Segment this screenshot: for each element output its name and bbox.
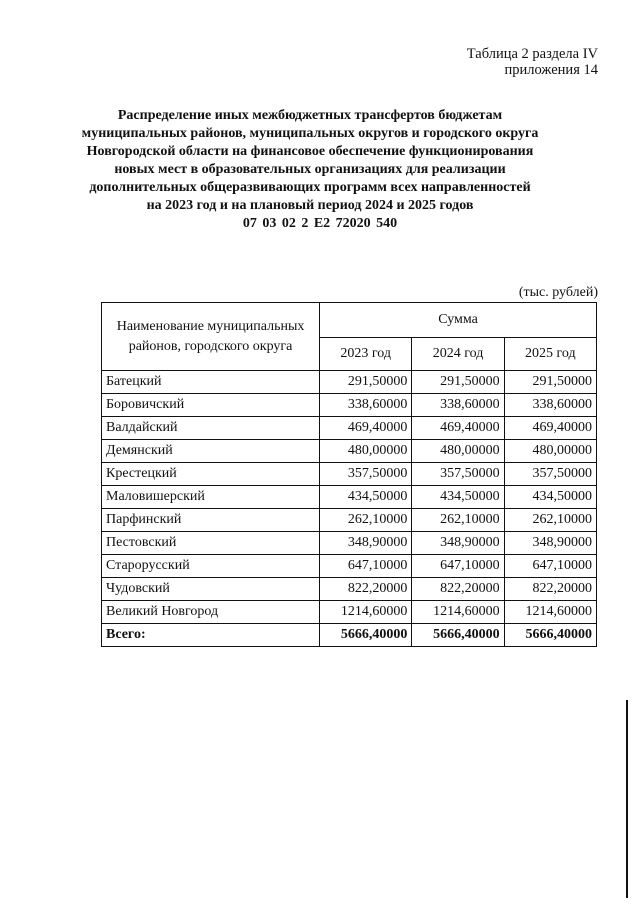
table-row [102, 394, 597, 417]
district-name: Парфинский [102, 509, 320, 532]
amount-cell: 348,90000 [412, 532, 504, 555]
amount-cell: 357,50000 [320, 463, 412, 486]
title-line: Распределение иных межбюджетных трансфертов бюджетам [117, 108, 503, 123]
table-row [102, 463, 597, 486]
amount-cell: 434,50000 [320, 486, 412, 509]
amount-cell: 469,40000 [504, 417, 596, 440]
total-row [102, 624, 597, 647]
amount-cell: 647,10000 [412, 555, 504, 578]
table-row [102, 601, 597, 624]
district-name: Демянский [102, 440, 320, 463]
district-name: Крестецкий [102, 463, 320, 486]
table-row [102, 555, 597, 578]
margin-line [626, 700, 628, 898]
title-line: дополнительных общеразвивающих программ всех направленностей [89, 180, 531, 195]
amount-cell: 357,50000 [504, 463, 596, 486]
district-name: Батецкий [102, 371, 320, 394]
table-row [102, 440, 597, 463]
total-value: 5666,40000 [504, 624, 596, 647]
table-row [102, 371, 597, 394]
table-reference-line-1: Таблица 2 раздела IV [466, 46, 598, 62]
amount-cell: 348,90000 [320, 532, 412, 555]
column-header-year: 2024 год [412, 338, 504, 371]
amount-cell: 291,50000 [412, 371, 504, 394]
district-name: Чудовский [102, 578, 320, 601]
amount-cell: 262,10000 [504, 509, 596, 532]
amount-cell: 291,50000 [320, 371, 412, 394]
table-row [102, 486, 597, 509]
column-header-sum: Сумма [320, 303, 597, 338]
document-title [80, 107, 540, 215]
amount-cell: 469,40000 [412, 417, 504, 440]
amount-cell: 348,90000 [504, 532, 596, 555]
amount-cell: 434,50000 [412, 486, 504, 509]
amount-cell: 822,20000 [412, 578, 504, 601]
amount-cell: 338,60000 [504, 394, 596, 417]
amount-cell: 1214,60000 [320, 601, 412, 624]
title-line: на 2023 год и на плановый период 2024 и 2025 годов [146, 198, 474, 213]
amount-cell: 291,50000 [504, 371, 596, 394]
district-name: Валдайский [102, 417, 320, 440]
total-value: 5666,40000 [320, 624, 412, 647]
amount-cell: 647,10000 [504, 555, 596, 578]
amount-cell: 1214,60000 [412, 601, 504, 624]
table-row [102, 509, 597, 532]
column-header-year: 2025 год [504, 338, 596, 371]
column-header-name: Наименование муниципальных районов, городского округа [102, 303, 320, 371]
amount-cell: 480,00000 [320, 440, 412, 463]
column-header-year: 2023 год [320, 338, 412, 371]
district-name: Пестовский [102, 532, 320, 555]
title-line: новых мест в образовательных организациях для реализации [114, 162, 506, 177]
amount-cell: 357,50000 [412, 463, 504, 486]
amount-cell: 469,40000 [320, 417, 412, 440]
amount-cell: 480,00000 [504, 440, 596, 463]
amount-cell: 480,00000 [412, 440, 504, 463]
amount-cell: 647,10000 [320, 555, 412, 578]
amount-cell: 822,20000 [504, 578, 596, 601]
transfers-table [101, 302, 597, 647]
unit-label: (тыс. рублей) [518, 285, 598, 300]
title-line: Новгородской области на финансовое обеспечение функционирования [86, 144, 534, 159]
amount-cell: 338,60000 [412, 394, 504, 417]
table-row [102, 417, 597, 440]
district-name: Старорусский [102, 555, 320, 578]
district-name: Боровичский [102, 394, 320, 417]
amount-cell: 338,60000 [320, 394, 412, 417]
district-name: Маловишерский [102, 486, 320, 509]
table-row [102, 532, 597, 555]
amount-cell: 822,20000 [320, 578, 412, 601]
district-name: Великий Новгород [102, 601, 320, 624]
amount-cell: 434,50000 [504, 486, 596, 509]
amount-cell: 262,10000 [412, 509, 504, 532]
total-value: 5666,40000 [412, 624, 504, 647]
budget-classification-code: 07 03 02 2 E2 72020 540 [242, 216, 398, 231]
table-reference-line-2: приложения 14 [504, 62, 598, 78]
table-reference [467, 46, 598, 78]
amount-cell: 262,10000 [320, 509, 412, 532]
table-row [102, 578, 597, 601]
title-line: муниципальных районов, муниципальных округов и городского округа [81, 126, 539, 141]
amount-cell: 1214,60000 [504, 601, 596, 624]
total-label: Всего: [102, 624, 320, 647]
